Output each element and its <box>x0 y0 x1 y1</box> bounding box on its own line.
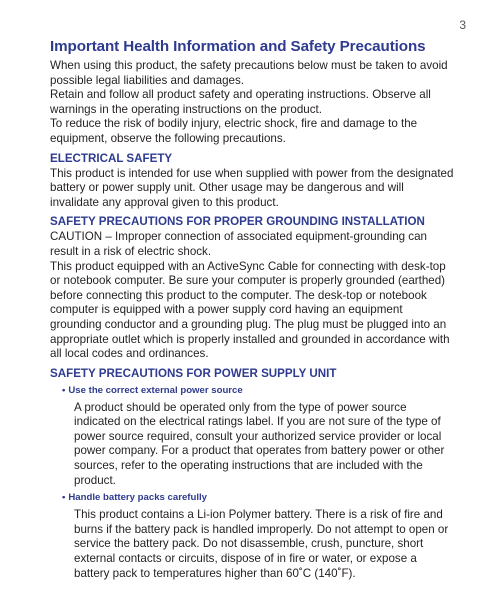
intro-paragraph-1: When using this product, the safety precautions below must be taken to avoid possible legal liabilities and damages. <box>50 59 448 87</box>
page-number: 3 <box>459 18 466 32</box>
bullet-label: Use the correct external power source <box>68 384 243 396</box>
grounding-text: This product equipped with an ActiveSync Cable for connecting with desk-top or notebook computer. Be sure your computer is properly grounded (earthed) before connecting this product to the computer. The desk-top or notebook computer is equipped with a power supply cord having an equipment grounding conductor and a grounding plug. The plug must be plugged into an appropriate outlet which is properly installed and grounded in accordance with all local codes and ordinances. <box>50 259 450 361</box>
intro-paragraph-2: Retain and follow all product safety and operating instructions. Observe all warnings in the operating instructions on the product. <box>50 88 431 116</box>
grounding-heading: SAFETY PRECAUTIONS FOR PROPER GROUNDING INSTALLATION <box>50 215 425 229</box>
electrical-safety-heading: ELECTRICAL SAFETY <box>50 151 173 165</box>
intro-paragraph-3: To reduce the risk of bodily injury, electric shock, fire and damage to the equipment, observe the following precautions. <box>50 117 418 145</box>
power-supply-heading: SAFETY PRECAUTIONS FOR POWER SUPPLY UNIT <box>50 366 337 380</box>
bullet-power-source <box>62 385 455 397</box>
bullet-label: Handle battery packs carefully <box>68 492 207 504</box>
document-body <box>50 38 455 583</box>
page-title: Important Health Information and Safety Precautions <box>50 38 426 55</box>
power-source-text: A product should be operated only from the type of power source indicated on the electrical ratings label. If you are not sure of the type of power source required, consult your authorized service provider or local power company. For a product that operates from battery power or other sources, refer to the operating instructions that are included with the product. <box>74 400 445 487</box>
bullet-icon: • <box>62 384 66 396</box>
electrical-safety-text: This product is intended for use when supplied with power from the designated battery or power supply unit. Other usage may be dangerous and will invalidate any approval given to this product. <box>50 166 454 209</box>
grounding-caution: CAUTION – Improper connection of associated equipment-grounding can result in a risk of electric shock. <box>50 230 428 258</box>
battery-packs-text: This product contains a Li-ion Polymer battery. There is a risk of fire and burns if the battery pack is handled improperly. Do not attempt to open or service the battery pack. Do not disassemble, crush, puncture, short external contacts or circuits, dispose of in fire or water, or expose a battery pack to temperatures higher than 60˚C (140˚F). <box>74 508 449 580</box>
bullet-icon: • <box>62 492 66 504</box>
bullet-battery-packs <box>62 492 455 504</box>
